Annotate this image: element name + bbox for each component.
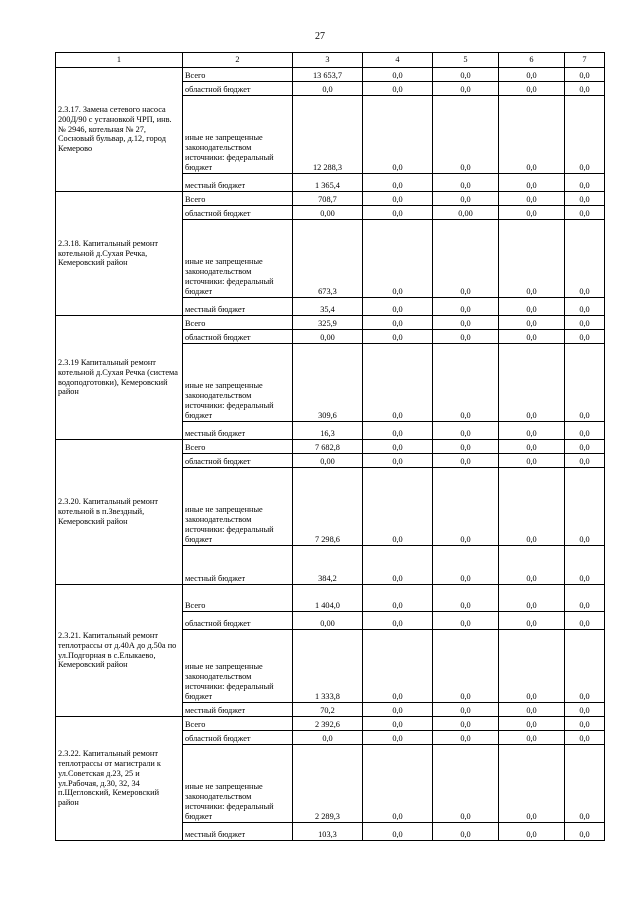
activity-name: 2.3.21. Капитальный ремонт теплотрассы от д.40А до д.50а по ул.Подгорная в с.Елыкаево, Кемеровский район — [56, 585, 183, 717]
amount-cell: 0,0 — [433, 717, 499, 731]
amount-cell: 0,0 — [433, 192, 499, 206]
amount-cell: 0,0 — [565, 703, 605, 717]
amount-cell: 0,0 — [565, 630, 605, 703]
amount-cell: 0,0 — [499, 298, 565, 316]
amount-cell: 384,2 — [293, 546, 363, 585]
amount-cell: 0,0 — [565, 422, 605, 440]
amount-cell: 0,00 — [293, 454, 363, 468]
amount-cell: 0,0 — [499, 344, 565, 422]
amount-cell: 0,0 — [499, 330, 565, 344]
activity-name: 2.3.20. Капитальный ремонт котельной в п.Звездный, Кемеровский район — [56, 440, 183, 585]
amount-cell: 0,00 — [293, 612, 363, 630]
funding-source: местный бюджет — [183, 174, 293, 192]
amount-cell: 0,0 — [433, 546, 499, 585]
amount-cell: 0,0 — [499, 546, 565, 585]
amount-cell: 0,0 — [499, 440, 565, 454]
funding-source: иные не запрещенные законодательством источники: федеральный бюджет — [183, 220, 293, 298]
amount-cell: 325,9 — [293, 316, 363, 330]
amount-cell: 309,6 — [293, 344, 363, 422]
funding-source: Всего — [183, 68, 293, 82]
amount-cell: 12 288,3 — [293, 96, 363, 174]
funding-source: областной бюджет — [183, 731, 293, 745]
activity-name: 2.3.17. Замена сетевого насоса 200Д/90 с установкой ЧРП, инв. № 2946, котельная № 27, Сосновый бульвар, д.12, город Кемерово — [56, 68, 183, 192]
amount-cell: 0,0 — [565, 344, 605, 422]
amount-cell: 1 333,8 — [293, 630, 363, 703]
amount-cell: 7 682,8 — [293, 440, 363, 454]
funding-source: иные не запрещенные законодательством источники: федеральный бюджет — [183, 468, 293, 546]
header-cell: 1 — [56, 53, 183, 68]
table-row — [56, 68, 605, 82]
amount-cell: 0,0 — [433, 630, 499, 703]
amount-cell: 0,0 — [433, 454, 499, 468]
amount-cell: 0,0 — [363, 630, 433, 703]
amount-cell: 0,0 — [499, 731, 565, 745]
funding-source: местный бюджет — [183, 703, 293, 717]
table-row — [56, 192, 605, 206]
amount-cell: 0,0 — [293, 82, 363, 96]
amount-cell: 0,0 — [363, 68, 433, 82]
funding-source: областной бюджет — [183, 612, 293, 630]
amount-cell: 7 298,6 — [293, 468, 363, 546]
amount-cell: 0,00 — [433, 206, 499, 220]
amount-cell: 0,0 — [565, 585, 605, 612]
funding-source: областной бюджет — [183, 206, 293, 220]
amount-cell: 673,3 — [293, 220, 363, 298]
funding-source: Всего — [183, 192, 293, 206]
activity-name: 2.3.19 Капитальный ремонт котельной д.Сухая Речка (система водоподготовки), Кемеровский район — [56, 316, 183, 440]
funding-source: местный бюджет — [183, 823, 293, 841]
amount-cell: 0,0 — [433, 823, 499, 841]
amount-cell: 0,0 — [499, 703, 565, 717]
funding-source: областной бюджет — [183, 330, 293, 344]
funding-source: Всего — [183, 717, 293, 731]
header-cell: 2 — [183, 53, 293, 68]
activity-name: 2.3.22. Капитальный ремонт теплотрассы от магистрали к ул.Советская д.23, 25 и ул.Рабочая, д.30, 32, 34 п.Щегловский, Кемеровский район — [56, 717, 183, 841]
amount-cell: 0,0 — [499, 745, 565, 823]
amount-cell: 0,0 — [565, 612, 605, 630]
header-cell: 3 — [293, 53, 363, 68]
table-row — [56, 316, 605, 330]
amount-cell: 0,0 — [433, 96, 499, 174]
amount-cell: 0,0 — [433, 220, 499, 298]
amount-cell: 0,0 — [363, 344, 433, 422]
amount-cell: 0,0 — [363, 717, 433, 731]
funding-source: иные не запрещенные законодательством источники: федеральный бюджет — [183, 344, 293, 422]
amount-cell: 0,0 — [363, 440, 433, 454]
amount-cell: 0,0 — [363, 585, 433, 612]
amount-cell: 2 392,6 — [293, 717, 363, 731]
amount-cell: 0,0 — [565, 468, 605, 546]
amount-cell: 0,0 — [499, 422, 565, 440]
amount-cell: 103,3 — [293, 823, 363, 841]
amount-cell: 0,0 — [363, 745, 433, 823]
amount-cell: 0,00 — [293, 330, 363, 344]
amount-cell: 0,0 — [499, 823, 565, 841]
amount-cell: 0,0 — [433, 731, 499, 745]
funding-source: местный бюджет — [183, 422, 293, 440]
table-row — [56, 717, 605, 731]
amount-cell: 0,0 — [565, 745, 605, 823]
amount-cell: 0,0 — [565, 546, 605, 585]
amount-cell: 0,0 — [433, 440, 499, 454]
header-row — [56, 53, 605, 68]
amount-cell: 0,0 — [433, 344, 499, 422]
amount-cell: 0,0 — [565, 823, 605, 841]
amount-cell: 0,0 — [565, 717, 605, 731]
amount-cell: 0,0 — [433, 68, 499, 82]
amount-cell: 0,0 — [499, 468, 565, 546]
amount-cell: 0,0 — [565, 440, 605, 454]
amount-cell: 35,4 — [293, 298, 363, 316]
amount-cell: 1 404,0 — [293, 585, 363, 612]
amount-cell: 0,0 — [433, 745, 499, 823]
amount-cell: 0,0 — [433, 82, 499, 96]
amount-cell: 0,0 — [363, 454, 433, 468]
amount-cell: 708,7 — [293, 192, 363, 206]
amount-cell: 0,0 — [499, 206, 565, 220]
budget-table — [55, 52, 605, 841]
amount-cell: 0,0 — [433, 612, 499, 630]
amount-cell: 0,0 — [499, 316, 565, 330]
amount-cell: 0,0 — [363, 823, 433, 841]
amount-cell: 0,0 — [433, 422, 499, 440]
amount-cell: 0,0 — [433, 703, 499, 717]
amount-cell: 0,0 — [565, 174, 605, 192]
page-number: 27 — [315, 31, 325, 42]
amount-cell: 0,0 — [565, 206, 605, 220]
amount-cell: 0,0 — [433, 316, 499, 330]
amount-cell: 0,0 — [433, 174, 499, 192]
amount-cell: 0,0 — [363, 612, 433, 630]
amount-cell: 0,0 — [565, 330, 605, 344]
amount-cell: 0,0 — [363, 192, 433, 206]
funding-source: Всего — [183, 316, 293, 330]
funding-source: иные не запрещенные законодательством источники: федеральный бюджет — [183, 745, 293, 823]
amount-cell: 0,0 — [565, 731, 605, 745]
amount-cell: 0,0 — [499, 585, 565, 612]
amount-cell: 0,0 — [565, 68, 605, 82]
amount-cell: 0,0 — [499, 612, 565, 630]
amount-cell: 0,0 — [363, 546, 433, 585]
amount-cell: 70,2 — [293, 703, 363, 717]
amount-cell: 0,0 — [499, 192, 565, 206]
amount-cell: 0,0 — [499, 630, 565, 703]
amount-cell: 0,0 — [565, 96, 605, 174]
amount-cell: 0,0 — [363, 422, 433, 440]
amount-cell: 0,0 — [499, 220, 565, 298]
amount-cell: 0,0 — [363, 731, 433, 745]
amount-cell: 0,0 — [363, 82, 433, 96]
amount-cell: 0,0 — [433, 298, 499, 316]
funding-source: Всего — [183, 585, 293, 612]
amount-cell: 0,0 — [499, 68, 565, 82]
funding-source: местный бюджет — [183, 298, 293, 316]
amount-cell: 0,0 — [363, 316, 433, 330]
funding-source: иные не запрещенные законодательством источники: федеральный бюджет — [183, 630, 293, 703]
header-cell: 5 — [433, 53, 499, 68]
amount-cell: 16,3 — [293, 422, 363, 440]
amount-cell: 0,0 — [499, 96, 565, 174]
table-row — [56, 585, 605, 612]
amount-cell: 0,0 — [499, 454, 565, 468]
header-cell: 6 — [499, 53, 565, 68]
amount-cell: 0,0 — [363, 96, 433, 174]
amount-cell: 0,0 — [363, 220, 433, 298]
amount-cell: 0,0 — [499, 82, 565, 96]
amount-cell: 0,0 — [565, 82, 605, 96]
amount-cell: 0,0 — [433, 585, 499, 612]
header-cell: 4 — [363, 53, 433, 68]
amount-cell: 0,0 — [565, 298, 605, 316]
amount-cell: 0,0 — [565, 316, 605, 330]
amount-cell: 0,0 — [293, 731, 363, 745]
table-row — [56, 440, 605, 454]
amount-cell: 0,00 — [293, 206, 363, 220]
amount-cell: 13 653,7 — [293, 68, 363, 82]
activity-name: 2.3.18. Капитальный ремонт котельной д.Сухая Речка, Кемеровский район — [56, 192, 183, 316]
amount-cell: 0,0 — [363, 330, 433, 344]
header-cell: 7 — [565, 53, 605, 68]
amount-cell: 0,0 — [363, 206, 433, 220]
amount-cell: 0,0 — [565, 454, 605, 468]
amount-cell: 0,0 — [363, 703, 433, 717]
amount-cell: 0,0 — [433, 468, 499, 546]
amount-cell: 0,0 — [363, 468, 433, 546]
amount-cell: 1 365,4 — [293, 174, 363, 192]
funding-source: Всего — [183, 440, 293, 454]
funding-source: иные не запрещенные законодательством источники: федеральный бюджет — [183, 96, 293, 174]
amount-cell: 0,0 — [363, 174, 433, 192]
amount-cell: 0,0 — [499, 717, 565, 731]
funding-source: областной бюджет — [183, 82, 293, 96]
funding-source: местный бюджет — [183, 546, 293, 585]
amount-cell: 0,0 — [433, 330, 499, 344]
amount-cell: 0,0 — [565, 192, 605, 206]
amount-cell: 0,0 — [363, 298, 433, 316]
amount-cell: 0,0 — [565, 220, 605, 298]
funding-source: областной бюджет — [183, 454, 293, 468]
amount-cell: 2 289,3 — [293, 745, 363, 823]
amount-cell: 0,0 — [499, 174, 565, 192]
